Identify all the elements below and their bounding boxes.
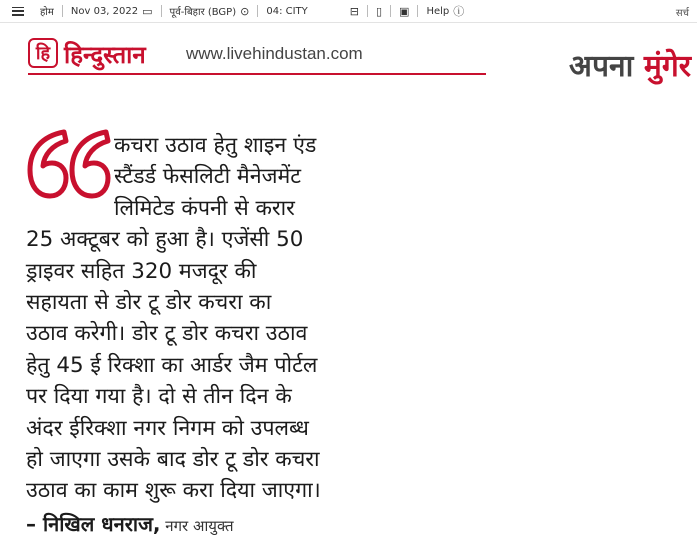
attribution-title: नगर आयुक्त xyxy=(160,517,234,535)
edition-word-1: अपना xyxy=(569,49,634,84)
text-view-icon: ▯ xyxy=(375,4,383,18)
edition-word-2: मुंगेर xyxy=(643,49,691,84)
quote-line: उठाव करेगी। डोर टू डोर कचरा उठाव xyxy=(26,321,308,347)
info-icon: ⓘ xyxy=(453,4,465,18)
home-label: होम xyxy=(40,7,54,18)
quote-line: सहायता से डोर टू डोर कचरा का xyxy=(26,290,272,316)
quote-line: लिमिटेड कंपनी से करार xyxy=(114,195,295,221)
pdf-button[interactable] xyxy=(391,0,417,22)
toolbar xyxy=(0,0,697,23)
page-view-icon: ⊟ xyxy=(349,4,359,18)
page-label: 04: CITY xyxy=(266,5,308,17)
location-pin-icon: ⊙ xyxy=(240,4,250,18)
menu-button[interactable] xyxy=(0,0,32,22)
masthead xyxy=(28,36,488,76)
quote-line: उठाव का काम शुरू करा दिया जाएगा। xyxy=(26,478,321,504)
quote-line: हो जाएगा उसके बाद डोर टू डोर कचरा xyxy=(26,447,320,473)
region-label: पूर्व-बिहार (BGP) xyxy=(169,7,237,18)
region-selector[interactable] xyxy=(162,0,258,22)
newspaper-logo-icon: हि xyxy=(28,38,58,68)
calendar-icon: ▭ xyxy=(142,4,153,18)
date-picker[interactable] xyxy=(63,0,161,22)
quote-line: ड्राइवर सहित 320 मजदूर की xyxy=(26,258,257,284)
help-button[interactable] xyxy=(418,0,472,22)
hamburger-icon xyxy=(12,7,24,16)
attribution-name: – निखिल धनराज, xyxy=(26,512,161,536)
page-view-button[interactable] xyxy=(342,0,367,22)
newspaper-name: हिन्दुस्तान xyxy=(64,41,146,69)
edition-title xyxy=(569,44,691,85)
quote-line: 25 अक्टूबर को हुआ है। एजेंसी 50 xyxy=(26,227,304,253)
quote-line: अंदर ईरिक्शा नगर निगम को उपलब्ध xyxy=(26,415,309,441)
date-label: Nov 03, 2022 xyxy=(70,5,139,17)
quote-line: पर दिया गया है। दो से तीन दिन के xyxy=(26,384,292,410)
page-selector[interactable] xyxy=(258,0,315,22)
text-view-button[interactable] xyxy=(368,0,390,22)
quote-line: हेतु 45 ई रिक्शा का आर्डर जैम पोर्टल xyxy=(26,352,318,378)
quote-line: कचरा उठाव हेतु शाइन एंड xyxy=(114,133,317,158)
newspaper-url: www.livehindustan.com xyxy=(186,44,363,63)
quote-body xyxy=(26,130,371,507)
search-label: सर्च xyxy=(675,8,689,19)
search-button[interactable] xyxy=(676,5,689,19)
quote-attribution xyxy=(26,510,234,537)
home-link[interactable] xyxy=(32,0,62,22)
help-label: Help xyxy=(426,5,450,17)
pdf-icon: ▣ xyxy=(399,4,410,18)
quote-line: स्टैंडर्ड फेसलिटी मैनेजमेंट xyxy=(114,164,302,190)
masthead-divider xyxy=(28,73,486,75)
